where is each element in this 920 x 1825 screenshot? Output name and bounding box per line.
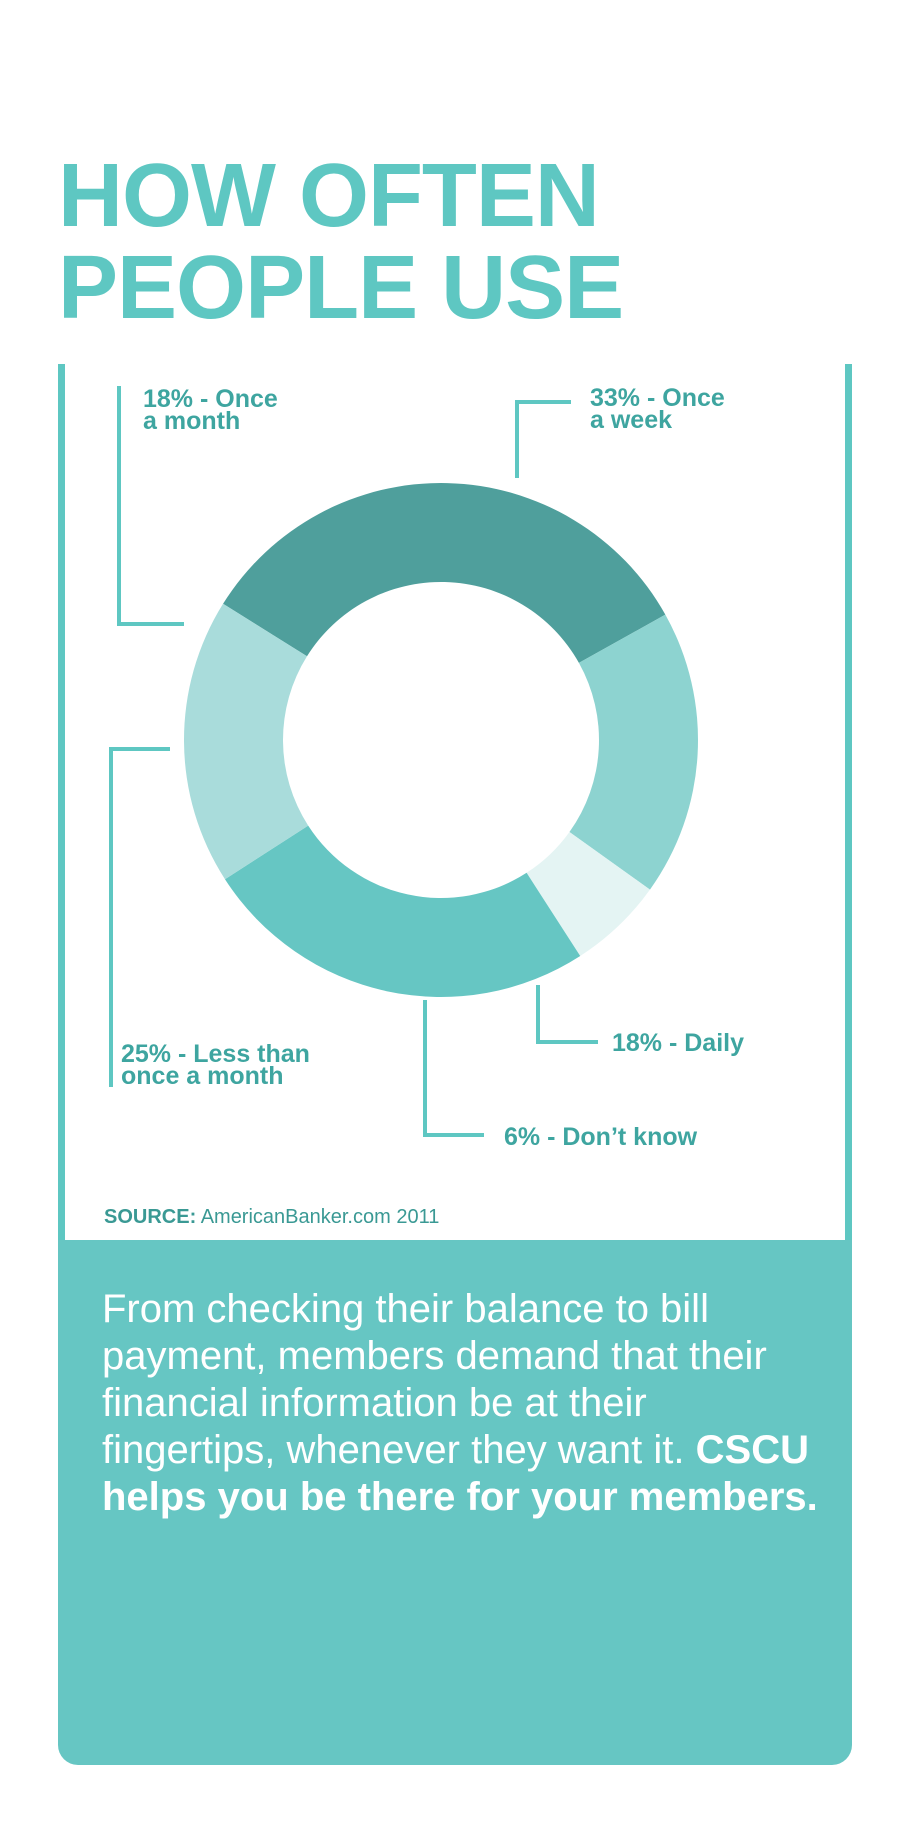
title-line-1: HOW OFTEN [58,146,599,246]
label-once-a-week [590,384,732,434]
source-text: AmericanBanker.com 2011 [196,1206,440,1228]
label-once-a-month [143,385,285,435]
footer-bold: CSCU helps you be there for your members. [102,1428,818,1519]
label-less-than-once-line-2: once a month [121,1062,284,1090]
footer-panel [58,1240,852,1765]
leader-line-less-than-once [111,749,170,1087]
title-line-2: PEOPLE USE [58,238,624,338]
label-less-than-once-line-1: 25% - Less than [121,1040,310,1068]
leader-line-once-a-week [517,402,571,478]
footer-body: From checking their balance to bill payment, members demand that their financial information be at their fingertips, whenever they want it. [102,1287,767,1472]
leader-line-dont-know [425,1000,484,1135]
label-once-a-week-line-1: 33% - Once [590,384,725,412]
label-once-a-month-line-1: 18% - Once [143,385,278,413]
slice-less-than-once [225,826,580,997]
label-daily: 18% - Daily [612,1029,745,1057]
label-less-than-once [121,1040,317,1090]
label-once-a-month-line-2: a month [143,407,241,435]
label-dont-know: 6% - Don’t know [504,1123,698,1151]
leader-line-daily [538,985,598,1042]
label-once-a-week-line-2: a week [590,406,673,434]
footer-text [102,1286,822,1521]
donut-slices [184,483,698,997]
source-label: SOURCE: [104,1206,197,1228]
source-note [104,1206,439,1229]
slice-once-a-week [223,483,665,663]
